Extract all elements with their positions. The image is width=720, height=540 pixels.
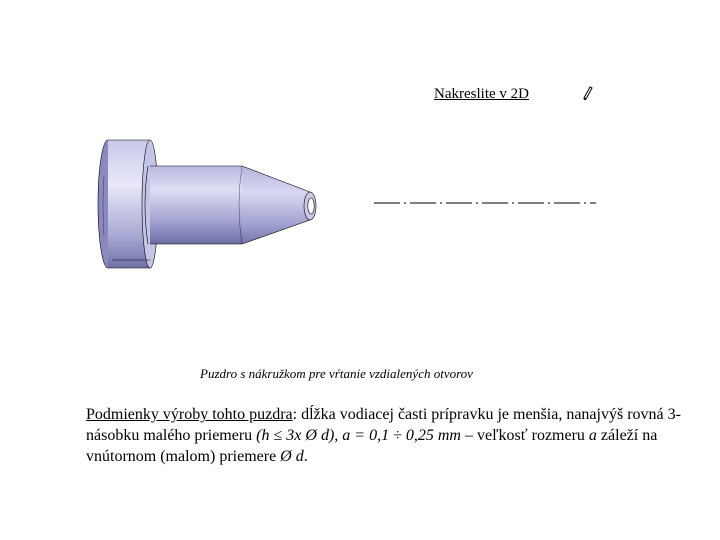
conditions-formula: (h ≤ 3x Ø d), a = 0,1 ÷ 0,25 mm xyxy=(256,427,461,444)
conditions-text-4: . xyxy=(303,448,308,465)
conditions-colon: : xyxy=(292,406,302,423)
conditions-var-d: Ø d xyxy=(280,448,304,465)
bushing-3d-render xyxy=(92,136,328,276)
figure-caption: Puzdro s nákružkom pre vŕtanie vzdialených otvorov xyxy=(200,366,473,381)
manufacturing-conditions-paragraph xyxy=(86,404,686,467)
conditions-text-3: záleží na vnútornom (malom) priemere xyxy=(86,427,658,465)
conditions-text-1: dĺžka vodiacej časti prípravku je menšia, nanajvýš rovná 3-násobku malého priemeru xyxy=(86,406,681,444)
pencil-icon xyxy=(580,84,594,100)
conditions-text-2: – veľkosť rozmeru xyxy=(460,427,589,444)
center-line xyxy=(374,196,596,210)
drawing-instruction-heading: Nakreslite v 2D xyxy=(434,86,529,102)
conditions-var-a: a xyxy=(588,427,597,444)
conditions-lead: Podmienky výroby tohto puzdra xyxy=(86,406,293,423)
